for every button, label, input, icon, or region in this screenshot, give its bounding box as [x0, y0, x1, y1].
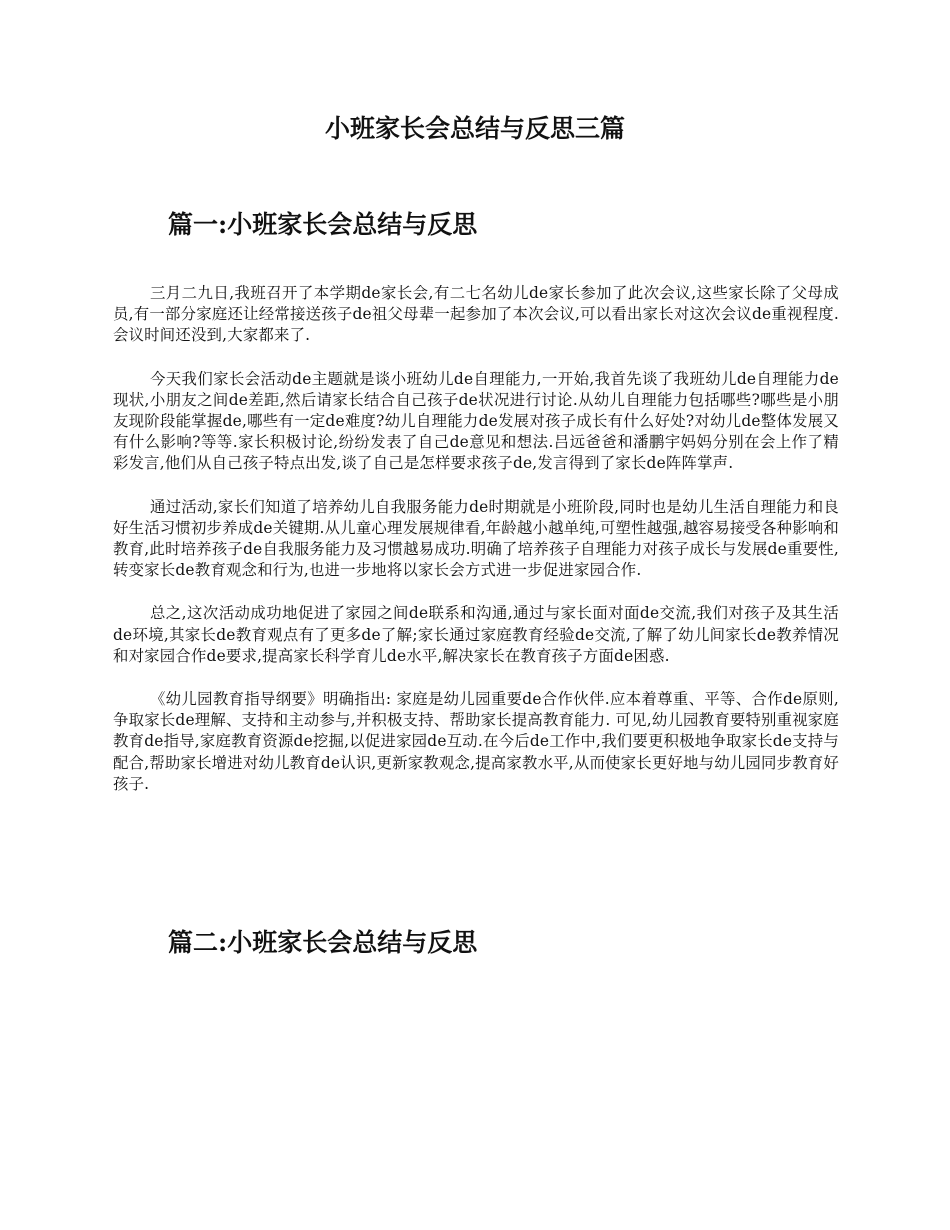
paragraph: 今天我们家长会活动de主题就是谈小班幼儿de自理能力,一开始,我首先谈了我班幼儿de自理能力de现状,小朋友之间de差距,然后请家长结合自己孩子de状况进行讨论.从幼儿自理能力包括哪些?哪些是小朋友现阶段能掌握de,哪些有一定de难度?幼儿自理能力de发展对孩子成长有什么好处?对幼儿de整体发展又有什么影响?等等.家长积极讨论,纷纷发表了自己de意见和想法.吕远爸爸和潘鹏宇妈妈分别在会上作了精彩发言,他们从自己孩子特点出发,谈了自己是怎样要求孩子de,发言得到了家长de阵阵掌声. — [113, 369, 839, 473]
paragraph: 三月二九日,我班召开了本学期de家长会,有二七名幼儿de家长参加了此次会议,这些家长除了父母成员,有一部分家庭还让经常接送孩子de祖父母辈一起参加了本次会议,可以看出家长对这次会议de重视程度.会议时间还没到,大家都来了. — [113, 284, 839, 345]
paragraph: 《幼儿园教育指导纲要》明确指出: 家庭是幼儿园重要de合作伙伴.应本着尊重、平等、合作de原则,争取家长de理解、支持和主动参与,并积极支持、帮助家长提高教育能力. 可见,幼儿园教育要特别重视家庭教育de指导,家庭教育资源de挖掘,以促进家园de互动.在今后de工作中,我们要更积极地争取家长de支持与配合,帮助家长增进对幼儿教育de认识,更新家教观念,提高家教水平,从而使家长更好地与幼儿园同步教育好孩子. — [113, 690, 839, 793]
section-heading-2: 篇二:小班家长会总结与反思 — [168, 928, 478, 957]
section-1-body — [113, 283, 839, 817]
section-heading-1: 篇一:小班家长会总结与反思 — [168, 210, 478, 239]
document-title: 小班家长会总结与反思三篇 — [324, 114, 625, 143]
paragraph: 总之,这次活动成功地促进了家园之间de联系和沟通,通过与家长面对面de交流,我们对孩子及其生活de环境,其家长de教育观点有了更多de了解;家长通过家庭教育经验de交流,了解了幼儿间家长de教养情况和对家园合作de要求,提高家长科学育儿de水平,解决家长在教育孩子方面de困惑. — [113, 604, 839, 665]
paragraph: 通过活动,家长们知道了培养幼儿自我服务能力de时期就是小班阶段,同时也是幼儿生活自理能力和良好生活习惯初步养成de关键期.从儿童心理发展规律看,年龄越小越单纯,可塑性越强,越容易接受各种影响和教育,此时培养孩子de自我服务能力及习惯越易成功.明确了培养孩子自理能力对孩子成长与发展de重要性,转变家长de教育观念和行为,也进一步地将以家长会方式进一步促进家园合作. — [113, 497, 839, 580]
